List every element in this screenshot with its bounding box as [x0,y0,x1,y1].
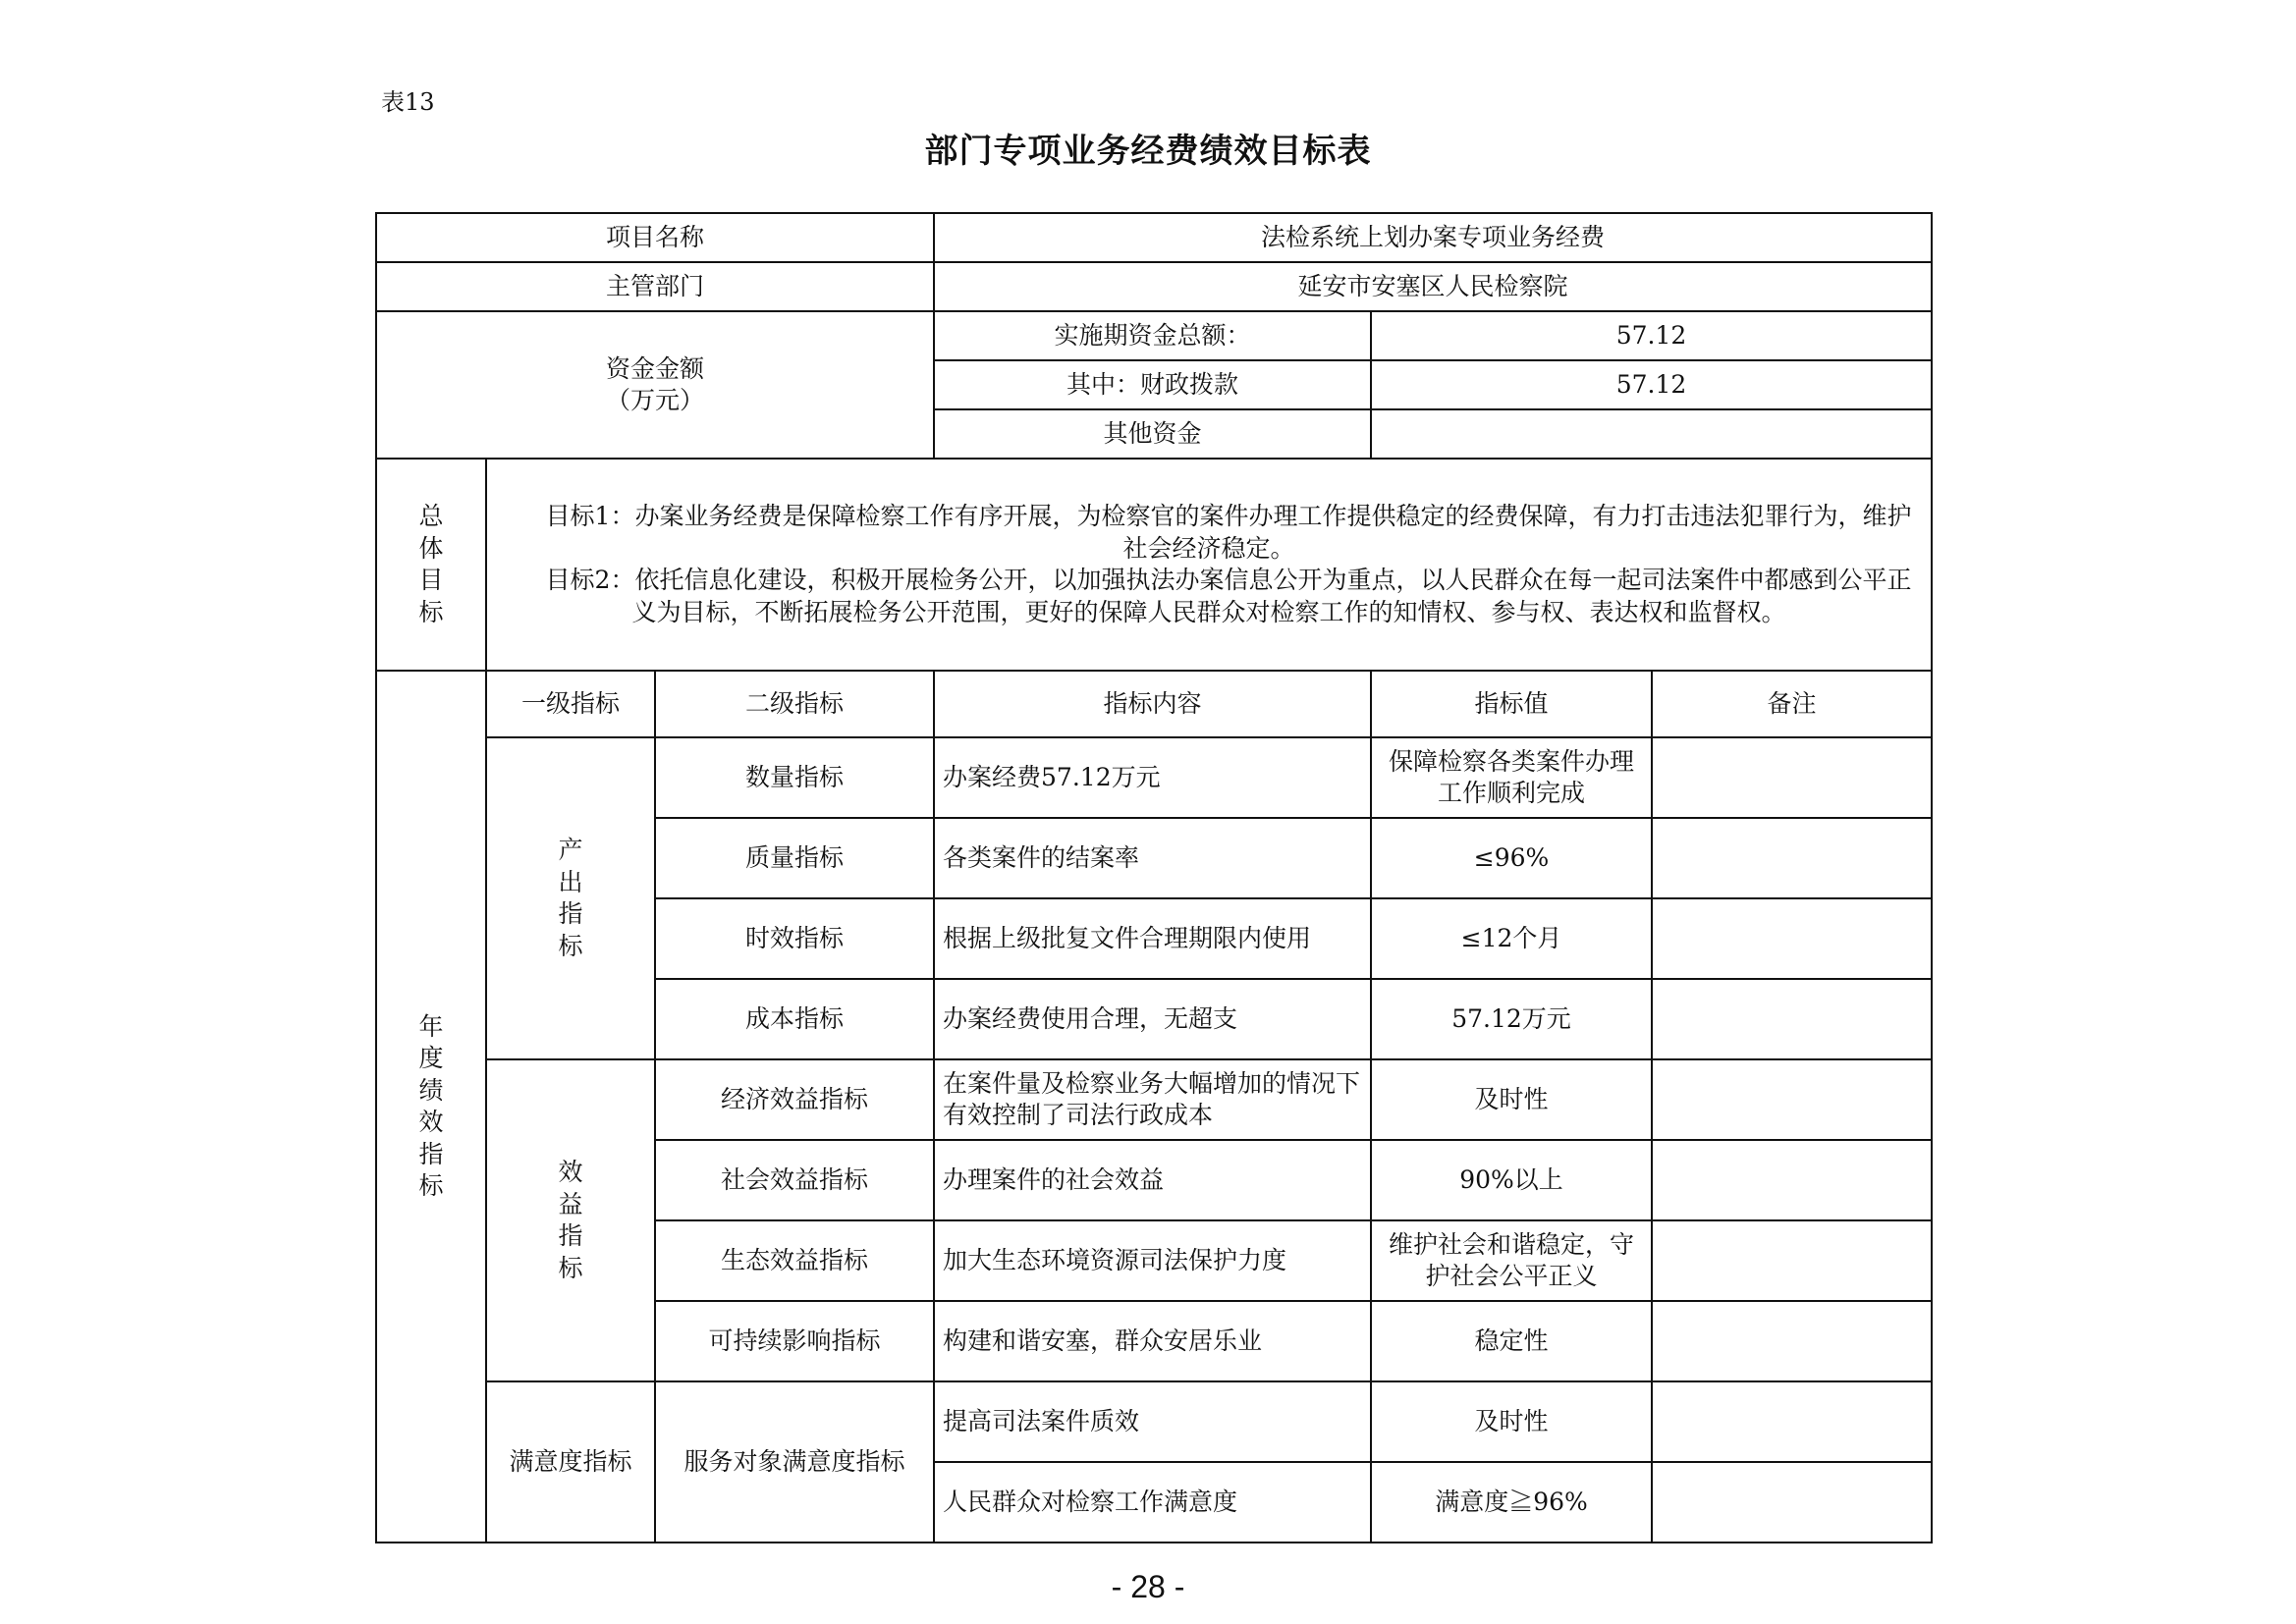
benefit-value: 90%以上 [1371,1140,1652,1220]
table-row [376,1381,1932,1462]
goal-2: 目标2：依托信息化建设，积极开展检务公开，以加强执法办案信息公开为重点，以人民群众在每一起司法案件中都感到公平正义为目标，不断拓展检务公开范围，更好的保障人民群众对检察工作的知情权、参与权、表达权和监督权。 [545,566,1912,626]
output-indicator-label-cell [486,737,655,1059]
annual-indicator-label-cell [376,671,486,1543]
project-name-label: 项目名称 [376,213,934,262]
annual-indicator-label: 年度绩效指标 [418,1011,444,1200]
goal-1: 目标1：办案业务经费是保障检察工作有序开展，为检察官的案件办理工作提供稳定的经费保障，有力打击违法犯罪行为，维护社会经济稳定。 [545,502,1912,563]
benefit-level2: 社会效益指标 [655,1140,934,1220]
header-level1: 一级指标 [486,671,655,737]
benefit-level2: 经济效益指标 [655,1059,934,1140]
output-note [1652,818,1932,898]
benefit-content: 办理案件的社会效益 [934,1140,1371,1220]
benefit-note [1652,1220,1932,1301]
satisfaction-note [1652,1462,1932,1543]
funds-label: 资金金额 [606,353,705,383]
output-value: ≤96% [1371,818,1652,898]
satisfaction-value: 满意度≧96% [1371,1462,1652,1543]
table-row [376,1059,1932,1140]
benefit-level2: 可持续影响指标 [655,1301,934,1381]
benefit-value: 稳定性 [1371,1301,1652,1381]
funds-fiscal-value: 57.12 [1371,360,1932,409]
satisfaction-content: 提高司法案件质效 [934,1381,1371,1462]
benefit-note [1652,1059,1932,1140]
table-row [376,311,1932,360]
benefit-content: 加大生态环境资源司法保护力度 [934,1220,1371,1301]
header-note: 备注 [1652,671,1932,737]
benefit-content: 构建和谐安塞，群众安居乐业 [934,1301,1371,1381]
output-content: 各类案件的结案率 [934,818,1371,898]
funds-unit: （万元） [606,386,705,414]
overall-goal-label-cell [376,459,486,671]
output-note [1652,979,1932,1059]
output-level2: 数量指标 [655,737,934,818]
table-row [376,262,1932,311]
performance-target-table [375,212,1933,1543]
header-content: 指标内容 [934,671,1371,737]
satisfaction-indicator-label: 满意度指标 [486,1381,655,1543]
overall-goal-label: 总体目标 [418,502,444,626]
benefit-indicator-label-cell [486,1059,655,1381]
satisfaction-note [1652,1381,1932,1462]
header-value: 指标值 [1371,671,1652,737]
output-level2: 时效指标 [655,898,934,979]
department-value: 延安市安塞区人民检察院 [934,262,1932,311]
department-label: 主管部门 [376,262,934,311]
table-header-row [376,671,1932,737]
benefit-note [1652,1140,1932,1220]
benefit-indicator-label: 效益指标 [558,1158,583,1282]
overall-goal-text [486,459,1932,671]
benefit-content: 在案件量及检察业务大幅增加的情况下有效控制了司法行政成本 [934,1059,1371,1140]
funds-other-value [1371,409,1932,459]
output-value: 保障检察各类案件办理工作顺利完成 [1371,737,1652,818]
satisfaction-level2: 服务对象满意度指标 [655,1381,934,1543]
output-content: 办案经费57.12万元 [934,737,1371,818]
output-content: 办案经费使用合理，无超支 [934,979,1371,1059]
benefit-value: 及时性 [1371,1059,1652,1140]
output-level2: 质量指标 [655,818,934,898]
table-row [376,459,1932,671]
output-value: 57.12万元 [1371,979,1652,1059]
funds-total-value: 57.12 [1371,311,1932,360]
funds-fiscal-label: 其中：财政拨款 [934,360,1371,409]
header-level2: 二级指标 [655,671,934,737]
output-content: 根据上级批复文件合理期限内使用 [934,898,1371,979]
project-name-value: 法检系统上划办案专项业务经费 [934,213,1932,262]
output-note [1652,737,1932,818]
funds-label-cell [376,311,934,459]
benefit-note [1652,1301,1932,1381]
table-row [376,213,1932,262]
output-note [1652,898,1932,979]
benefit-value: 维护社会和谐稳定，守护社会公平正义 [1371,1220,1652,1301]
output-level2: 成本指标 [655,979,934,1059]
output-indicator-label: 产出指标 [558,836,583,960]
funds-other-label: 其他资金 [934,409,1371,459]
table-row [376,737,1932,818]
satisfaction-content: 人民群众对检察工作满意度 [934,1462,1371,1543]
table-number-label: 表13 [381,88,435,116]
funds-total-label: 实施期资金总额： [934,311,1371,360]
page-title: 部门专项业务经费绩效目标表 [924,132,1372,171]
satisfaction-value: 及时性 [1371,1381,1652,1462]
benefit-level2: 生态效益指标 [655,1220,934,1301]
output-value: ≤12个月 [1371,898,1652,979]
page-number: - 28 - [1111,1569,1185,1604]
